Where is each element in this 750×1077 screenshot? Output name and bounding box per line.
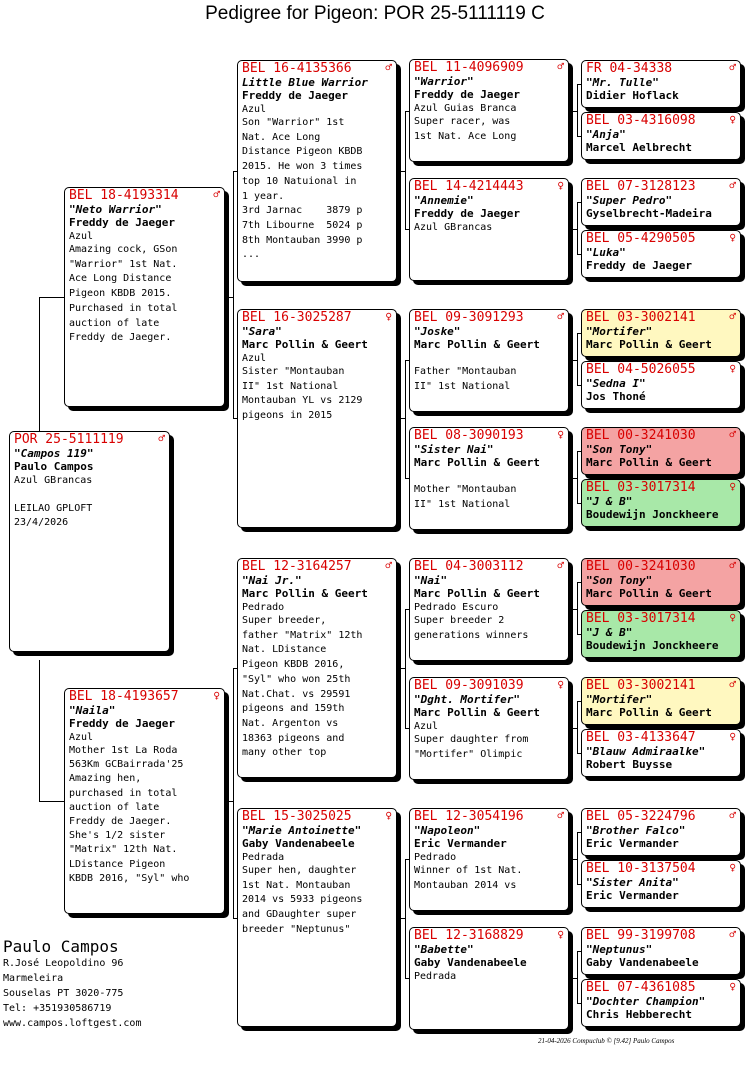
ring-header [586, 363, 736, 377]
pigeon-notes: Father "Montauban II" 1st National [414, 366, 517, 392]
breeder-name: Gyselbrecht-Madeira [586, 207, 712, 220]
ring-number: POR 25-5111119 [14, 432, 124, 447]
pigeon-name: "Joske" [414, 325, 461, 338]
sex-symbol: ♂ [729, 179, 736, 192]
breeder-name: Marc Pollin & Geert [242, 587, 368, 600]
grandparent-2-card[interactable] [237, 309, 397, 528]
connector-line [577, 254, 581, 255]
connector-line [577, 582, 578, 635]
ring-number: BEL 12-3168829 [414, 928, 524, 943]
ring-header [586, 481, 736, 495]
breeder-name: Boudewijn Jonckheere [586, 508, 719, 521]
owner-name: Paulo Campos [3, 937, 119, 956]
pigeon-notes: Son "Warrior" 1st Nat. Ace Long Distance Pigeon KBDB 2015. He won 3 times top 10 Natuional in 1 year. 3rd Jarnac 3879 p 7th Libourne 5024 p 8th Montauban 3990 p ... [242, 117, 363, 261]
ring-header [586, 981, 736, 995]
pigeon-color: Pedrado [414, 852, 457, 863]
sex-symbol: ♀ [729, 861, 736, 874]
pigeon-color [414, 470, 564, 483]
ring-number: BEL 07-4361085 [586, 980, 696, 995]
owner-address: R.José Leopoldino 96 [3, 958, 124, 969]
breeder-name: Gaby Vandenabeele [586, 956, 699, 969]
ancestor-3-card[interactable] [581, 178, 741, 226]
pigeon-color: Pedrado [242, 602, 285, 613]
pigeon-name: "Campos 119" [14, 447, 94, 460]
breeder-name: Freddy de Jaeger [69, 216, 175, 229]
breeder-name: Eric Vermander [586, 889, 679, 902]
pigeon-notes: Super breeder 2 generations winners [414, 615, 529, 641]
connector-line [577, 701, 581, 702]
ring-number: BEL 16-3025287 [242, 310, 352, 325]
sex-symbol: ♀ [729, 231, 736, 244]
breeder-name: Marc Pollin & Geert [242, 338, 368, 351]
owner-postal: Souselas PT 3020-775 [3, 988, 124, 999]
owner-phone: Tel: +351930586719 [3, 1003, 112, 1014]
great-grandparent-4-card[interactable] [409, 427, 569, 530]
ring-number: BEL 08-3090193 [414, 428, 524, 443]
breeder-name: Jos Thoné [586, 390, 646, 403]
connector-line [405, 859, 406, 979]
ring-number: BEL 00-3241030 [586, 428, 696, 443]
sex-symbol: ♀ [729, 480, 736, 493]
pigeon-name: "J & B" [586, 495, 633, 508]
ring-header [586, 232, 736, 246]
sex-symbol: ♂ [213, 188, 220, 201]
pigeon-name: "Super Pedro" [586, 194, 673, 207]
ring-header [586, 679, 736, 693]
great-grandparent-7-card[interactable] [409, 808, 569, 911]
ancestor-9-card[interactable] [581, 558, 741, 606]
sex-symbol: ♀ [385, 310, 392, 323]
pigeon-name: "Dochter Champion" [586, 995, 706, 1008]
connector-line [577, 451, 578, 504]
connector-line [405, 111, 409, 112]
connector-line [577, 832, 578, 885]
pigeon-name: "Marie Antoinette" [242, 824, 362, 837]
pigeon-color [414, 352, 564, 365]
pigeon-color: Pedrado Escuro [414, 602, 499, 613]
connector-line [577, 202, 581, 203]
sex-symbol: ♂ [158, 432, 165, 445]
connector-line [233, 418, 237, 419]
ring-number: BEL 03-4133647 [586, 730, 696, 745]
ring-number: BEL 05-3224796 [586, 809, 696, 824]
connector-line [405, 360, 406, 479]
pigeon-name: "Nai Jr." [242, 574, 302, 587]
ancestor-4-card[interactable] [581, 230, 741, 278]
connector-line [577, 951, 578, 1004]
pigeon-color: Pedrada [414, 971, 457, 982]
pigeon-name: "Mortifer" [586, 325, 653, 338]
connector-line [577, 503, 581, 504]
ring-number: BEL 09-3091039 [414, 678, 524, 693]
sex-symbol: ♀ [729, 611, 736, 624]
ring-header [414, 929, 564, 943]
connector-line [577, 202, 578, 255]
breeder-name: Marc Pollin & Geert [586, 706, 712, 719]
sex-symbol: ♀ [557, 928, 564, 941]
sex-symbol: ♂ [729, 928, 736, 941]
connector-line [405, 478, 409, 479]
ancestor-12-card[interactable] [581, 729, 741, 777]
ring-header [586, 810, 736, 824]
connector-line [405, 609, 406, 729]
pigeon-name: "Annemie" [414, 194, 474, 207]
ring-number: BEL 04-5026055 [586, 362, 696, 377]
pigeon-color: Azul GBrancas [14, 475, 93, 486]
ring-number: BEL 12-3164257 [242, 559, 352, 574]
connector-line [577, 84, 581, 85]
pigeon-name: "Mortifer" [586, 693, 653, 706]
connector-line [405, 111, 406, 230]
breeder-name: Boudewijn Jonckheere [586, 639, 719, 652]
breeder-name: Marc Pollin & Geert [414, 587, 540, 600]
ring-number: BEL 03-4316098 [586, 113, 696, 128]
connector-line [577, 582, 581, 583]
breeder-name: Freddy de Jaeger [242, 89, 348, 102]
ring-header [242, 62, 392, 76]
ring-header [586, 560, 736, 574]
pigeon-color: Azul [69, 732, 94, 743]
pigeon-name: "Neto Warrior" [69, 203, 162, 216]
sex-symbol: ♂ [729, 428, 736, 441]
ring-header [414, 61, 564, 75]
breeder-name: Marc Pollin & Geert [586, 338, 712, 351]
connector-line [39, 660, 40, 801]
sex-symbol: ♂ [729, 809, 736, 822]
ring-header [414, 679, 564, 693]
sex-symbol: ♂ [729, 61, 736, 74]
ring-header [414, 560, 564, 574]
ancestor-6-card[interactable] [581, 361, 741, 409]
ring-number: BEL 03-3017314 [586, 480, 696, 495]
connector-line [577, 451, 581, 452]
subject-pigeon-card[interactable] [9, 431, 170, 652]
pigeon-color: Azul [69, 231, 94, 242]
ring-number: FR 04-34338 [586, 61, 673, 76]
sex-symbol: ♀ [557, 428, 564, 441]
pigeon-color: Azul GBrancas [414, 222, 493, 233]
pigeon-name: "Son Tony" [586, 443, 653, 456]
grandparent-3-card[interactable] [237, 558, 397, 778]
pigeon-color: Pedrada [242, 852, 285, 863]
breeder-name: Chris Hebberecht [586, 1008, 692, 1021]
ring-header [414, 311, 564, 325]
breeder-name: Marcel Aelbrecht [586, 141, 692, 154]
connector-line [39, 297, 40, 431]
connector-line [233, 171, 237, 172]
connector-line [405, 728, 409, 729]
connector-line [405, 978, 409, 979]
ring-header [586, 929, 736, 943]
pigeon-name: "Sedna I" [586, 377, 646, 390]
pigeon-notes: Super hen, daughter 1st Nat. Montauban 2014 vs 5933 pigeons and GDaughter super breeder "Neptunus" [242, 865, 363, 935]
pigeon-notes: Mother 1st La Roda 563Km GCBairrada'25 Amazing hen, purchased in total auction of late Freddy de Jaeger. She's 1/2 sister "Matrix" 12th Nat. LDistance Pigeon KBDB 2016, "Syl" who [69, 745, 190, 884]
great-grandparent-5-card[interactable] [409, 558, 569, 661]
owner-info [3, 937, 141, 1031]
ancestor-15-card[interactable] [581, 927, 741, 975]
connector-line [577, 634, 581, 635]
sex-symbol: ♂ [385, 559, 392, 572]
footer-credits: 21-04-2026 Compuclub © [9.42] Paulo Campos [538, 1037, 675, 1045]
grandparent-1-card[interactable] [237, 60, 397, 282]
breeder-name: Freddy de Jaeger [414, 88, 520, 101]
ring-number: BEL 14-4214443 [414, 179, 524, 194]
great-grandparent-1-card[interactable] [409, 59, 569, 162]
pigeon-name: "Warrior" [414, 75, 474, 88]
connector-line [39, 297, 64, 298]
sex-symbol: ♂ [729, 559, 736, 572]
ring-header [69, 189, 220, 203]
ring-number: BEL 15-3025025 [242, 809, 352, 824]
sex-symbol: ♀ [385, 809, 392, 822]
connector-line [577, 884, 581, 885]
ring-number: BEL 16-4135366 [242, 61, 352, 76]
pigeon-notes: Super racer, was 1st Nat. Ace Long [414, 116, 517, 142]
sex-symbol: ♀ [557, 678, 564, 691]
sex-symbol: ♂ [557, 60, 564, 73]
connector-line [577, 84, 578, 137]
ring-header [586, 731, 736, 745]
pigeon-notes: Super daughter from "Mortifer" Olimpic [414, 734, 529, 760]
connector-line [233, 668, 234, 918]
connector-line [577, 333, 578, 386]
pigeon-name: "Dght. Mortifer" [414, 693, 520, 706]
ancestor-5-card[interactable] [581, 309, 741, 357]
pigeon-color: Azul [414, 721, 439, 732]
ancestor-1-card[interactable] [581, 60, 741, 108]
ring-number: BEL 04-3003112 [414, 559, 524, 574]
breeder-name: Freddy de Jaeger [414, 207, 520, 220]
pigeon-name: "Blauw Admiraalke" [586, 745, 706, 758]
great-grandparent-6-card[interactable] [409, 677, 569, 780]
pigeon-notes: Winner of 1st Nat. Montauban 2014 vs [414, 865, 523, 891]
pigeon-name: "Brother Falco" [586, 824, 686, 837]
sex-symbol: ♀ [729, 730, 736, 743]
ring-header [242, 560, 392, 574]
sex-symbol: ♂ [557, 809, 564, 822]
ring-header [414, 810, 564, 824]
ring-header [586, 862, 736, 876]
connector-line [577, 753, 581, 754]
pigeon-name: "Sister Anita" [586, 876, 679, 889]
pigeon-color: Azul [242, 104, 267, 115]
ring-header [14, 433, 165, 447]
pigeon-notes: Super breeder, father "Matrix" 12th Nat. LDistance Pigeon KBDB 2016, "Syl" who won 25th Nat.Chat. vs 29591 pigeons and 159th Nat. Argenton vs 18363 pigeons and many other top [242, 615, 363, 759]
ring-header [586, 180, 736, 194]
ring-header [69, 690, 220, 704]
great-grandparent-8-card[interactable] [409, 927, 569, 1030]
ring-number: BEL 00-3241030 [586, 559, 696, 574]
connector-line [577, 385, 581, 386]
ring-header [414, 429, 564, 443]
ring-number: BEL 10-3137504 [586, 861, 696, 876]
owner-website[interactable]: www.campos.loftgest.com [3, 1018, 142, 1029]
breeder-name: Marc Pollin & Geert [414, 706, 540, 719]
pigeon-name: "Nai" [414, 574, 448, 587]
breeder-name: Marc Pollin & Geert [586, 587, 712, 600]
pigeon-name: "Sister Nai" [414, 443, 494, 456]
grandparent-4-card[interactable] [237, 808, 397, 1027]
ring-header [414, 180, 564, 194]
pigeon-name: "Babette" [414, 943, 474, 956]
breeder-name: Marc Pollin & Geert [414, 456, 540, 469]
breeder-name: Robert Buysse [586, 758, 673, 771]
page-title: Pedigree for Pigeon: POR 25-5111119 C [205, 3, 545, 24]
breeder-name: Eric Vermander [586, 837, 679, 850]
connector-line [233, 171, 234, 418]
ring-header [586, 429, 736, 443]
ring-header [586, 311, 736, 325]
connector-line [577, 951, 581, 952]
sex-symbol: ♀ [729, 980, 736, 993]
pigeon-color: Azul Guias Branca [414, 103, 517, 114]
connector-line [577, 136, 581, 137]
breeder-name: Paulo Campos [14, 460, 94, 473]
great-grandparent-2-card[interactable] [409, 178, 569, 281]
pigeon-name: "J & B" [586, 626, 633, 639]
connector-line [39, 801, 64, 802]
connector-line [577, 832, 581, 833]
ancestor-13-card[interactable] [581, 808, 741, 856]
breeder-name: Gaby Vandenabeele [242, 837, 355, 850]
sex-symbol: ♀ [213, 689, 220, 702]
sex-symbol: ♀ [557, 179, 564, 192]
breeder-name: Didier Hoflack [586, 89, 679, 102]
breeder-name: Eric Vermander [414, 837, 507, 850]
ring-header [242, 311, 392, 325]
connector-line [233, 918, 237, 919]
ancestor-10-card[interactable] [581, 610, 741, 658]
ring-number: BEL 11-4096909 [414, 60, 524, 75]
ring-header [586, 62, 736, 76]
pigeon-name: "Neptunus" [586, 943, 653, 956]
ring-header [586, 114, 736, 128]
breeder-name: Gaby Vandenabeele [414, 956, 527, 969]
breeder-name: Freddy de Jaeger [586, 259, 692, 272]
ring-number: BEL 05-4290505 [586, 231, 696, 246]
connector-line [233, 668, 237, 669]
sex-symbol: ♂ [385, 61, 392, 74]
pigeon-name: Little Blue Warrior [242, 76, 368, 89]
connector-line [405, 360, 409, 361]
owner-city: Marmeleira [3, 973, 64, 984]
pigeon-name: "Luka" [586, 246, 626, 259]
ring-number: BEL 03-3017314 [586, 611, 696, 626]
ring-number: BEL 18-4193657 [69, 689, 179, 704]
ancestor-11-card[interactable] [581, 677, 741, 725]
ring-number: BEL 03-3002141 [586, 678, 696, 693]
ring-number: BEL 18-4193314 [69, 188, 179, 203]
connector-line [405, 229, 409, 230]
pigeon-notes: Sister "Montauban II" 1st National Montauban YL vs 2129 pigeons in 2015 [242, 366, 363, 422]
sex-symbol: ♂ [729, 678, 736, 691]
ring-header [586, 612, 736, 626]
dam-card[interactable] [64, 688, 225, 914]
pigeon-name: "Mr. Tulle" [586, 76, 659, 89]
pigeon-name: "Sara" [242, 325, 282, 338]
pigeon-name: "Napoleon" [414, 824, 481, 837]
sex-symbol: ♂ [729, 310, 736, 323]
breeder-name: Marc Pollin & Geert [586, 456, 712, 469]
connector-line [405, 859, 409, 860]
ring-number: BEL 09-3091293 [414, 310, 524, 325]
ring-number: BEL 03-3002141 [586, 310, 696, 325]
sex-symbol: ♂ [557, 559, 564, 572]
pigeon-notes: Mother "Montauban II" 1st National [414, 484, 517, 510]
pigeon-color: Azul [242, 353, 267, 364]
ring-number: BEL 07-3128123 [586, 179, 696, 194]
ring-number: BEL 99-3199708 [586, 928, 696, 943]
pigeon-notes: LEILAO GPLOFT 23/4/2026 [14, 502, 93, 529]
pigeon-name: "Naila" [69, 704, 116, 717]
sire-card[interactable] [64, 187, 225, 407]
connector-line [577, 701, 578, 754]
pigeon-name: "Son Tony" [586, 574, 653, 587]
ancestor-2-card[interactable] [581, 112, 741, 160]
sex-symbol: ♂ [557, 310, 564, 323]
breeder-name: Freddy de Jaeger [69, 717, 175, 730]
ancestor-7-card[interactable] [581, 427, 741, 475]
sex-symbol: ♀ [729, 362, 736, 375]
great-grandparent-3-card[interactable] [409, 309, 569, 412]
connector-line [577, 333, 581, 334]
ancestor-14-card[interactable] [581, 860, 741, 908]
ancestor-8-card[interactable] [581, 479, 741, 527]
breeder-name: Marc Pollin & Geert [414, 338, 540, 351]
pigeon-name: "Anja" [586, 128, 626, 141]
connector-line [405, 609, 409, 610]
ring-number: BEL 12-3054196 [414, 809, 524, 824]
ring-header [242, 810, 392, 824]
ancestor-16-card[interactable] [581, 979, 741, 1027]
sex-symbol: ♀ [729, 113, 736, 126]
pigeon-notes: Amazing cock, GSon "Warrior" 1st Nat. Ace Long Distance Pigeon KBDB 2015. Purchased in total auction of late Freddy de Jaeger. [69, 244, 178, 344]
connector-line [577, 1003, 581, 1004]
